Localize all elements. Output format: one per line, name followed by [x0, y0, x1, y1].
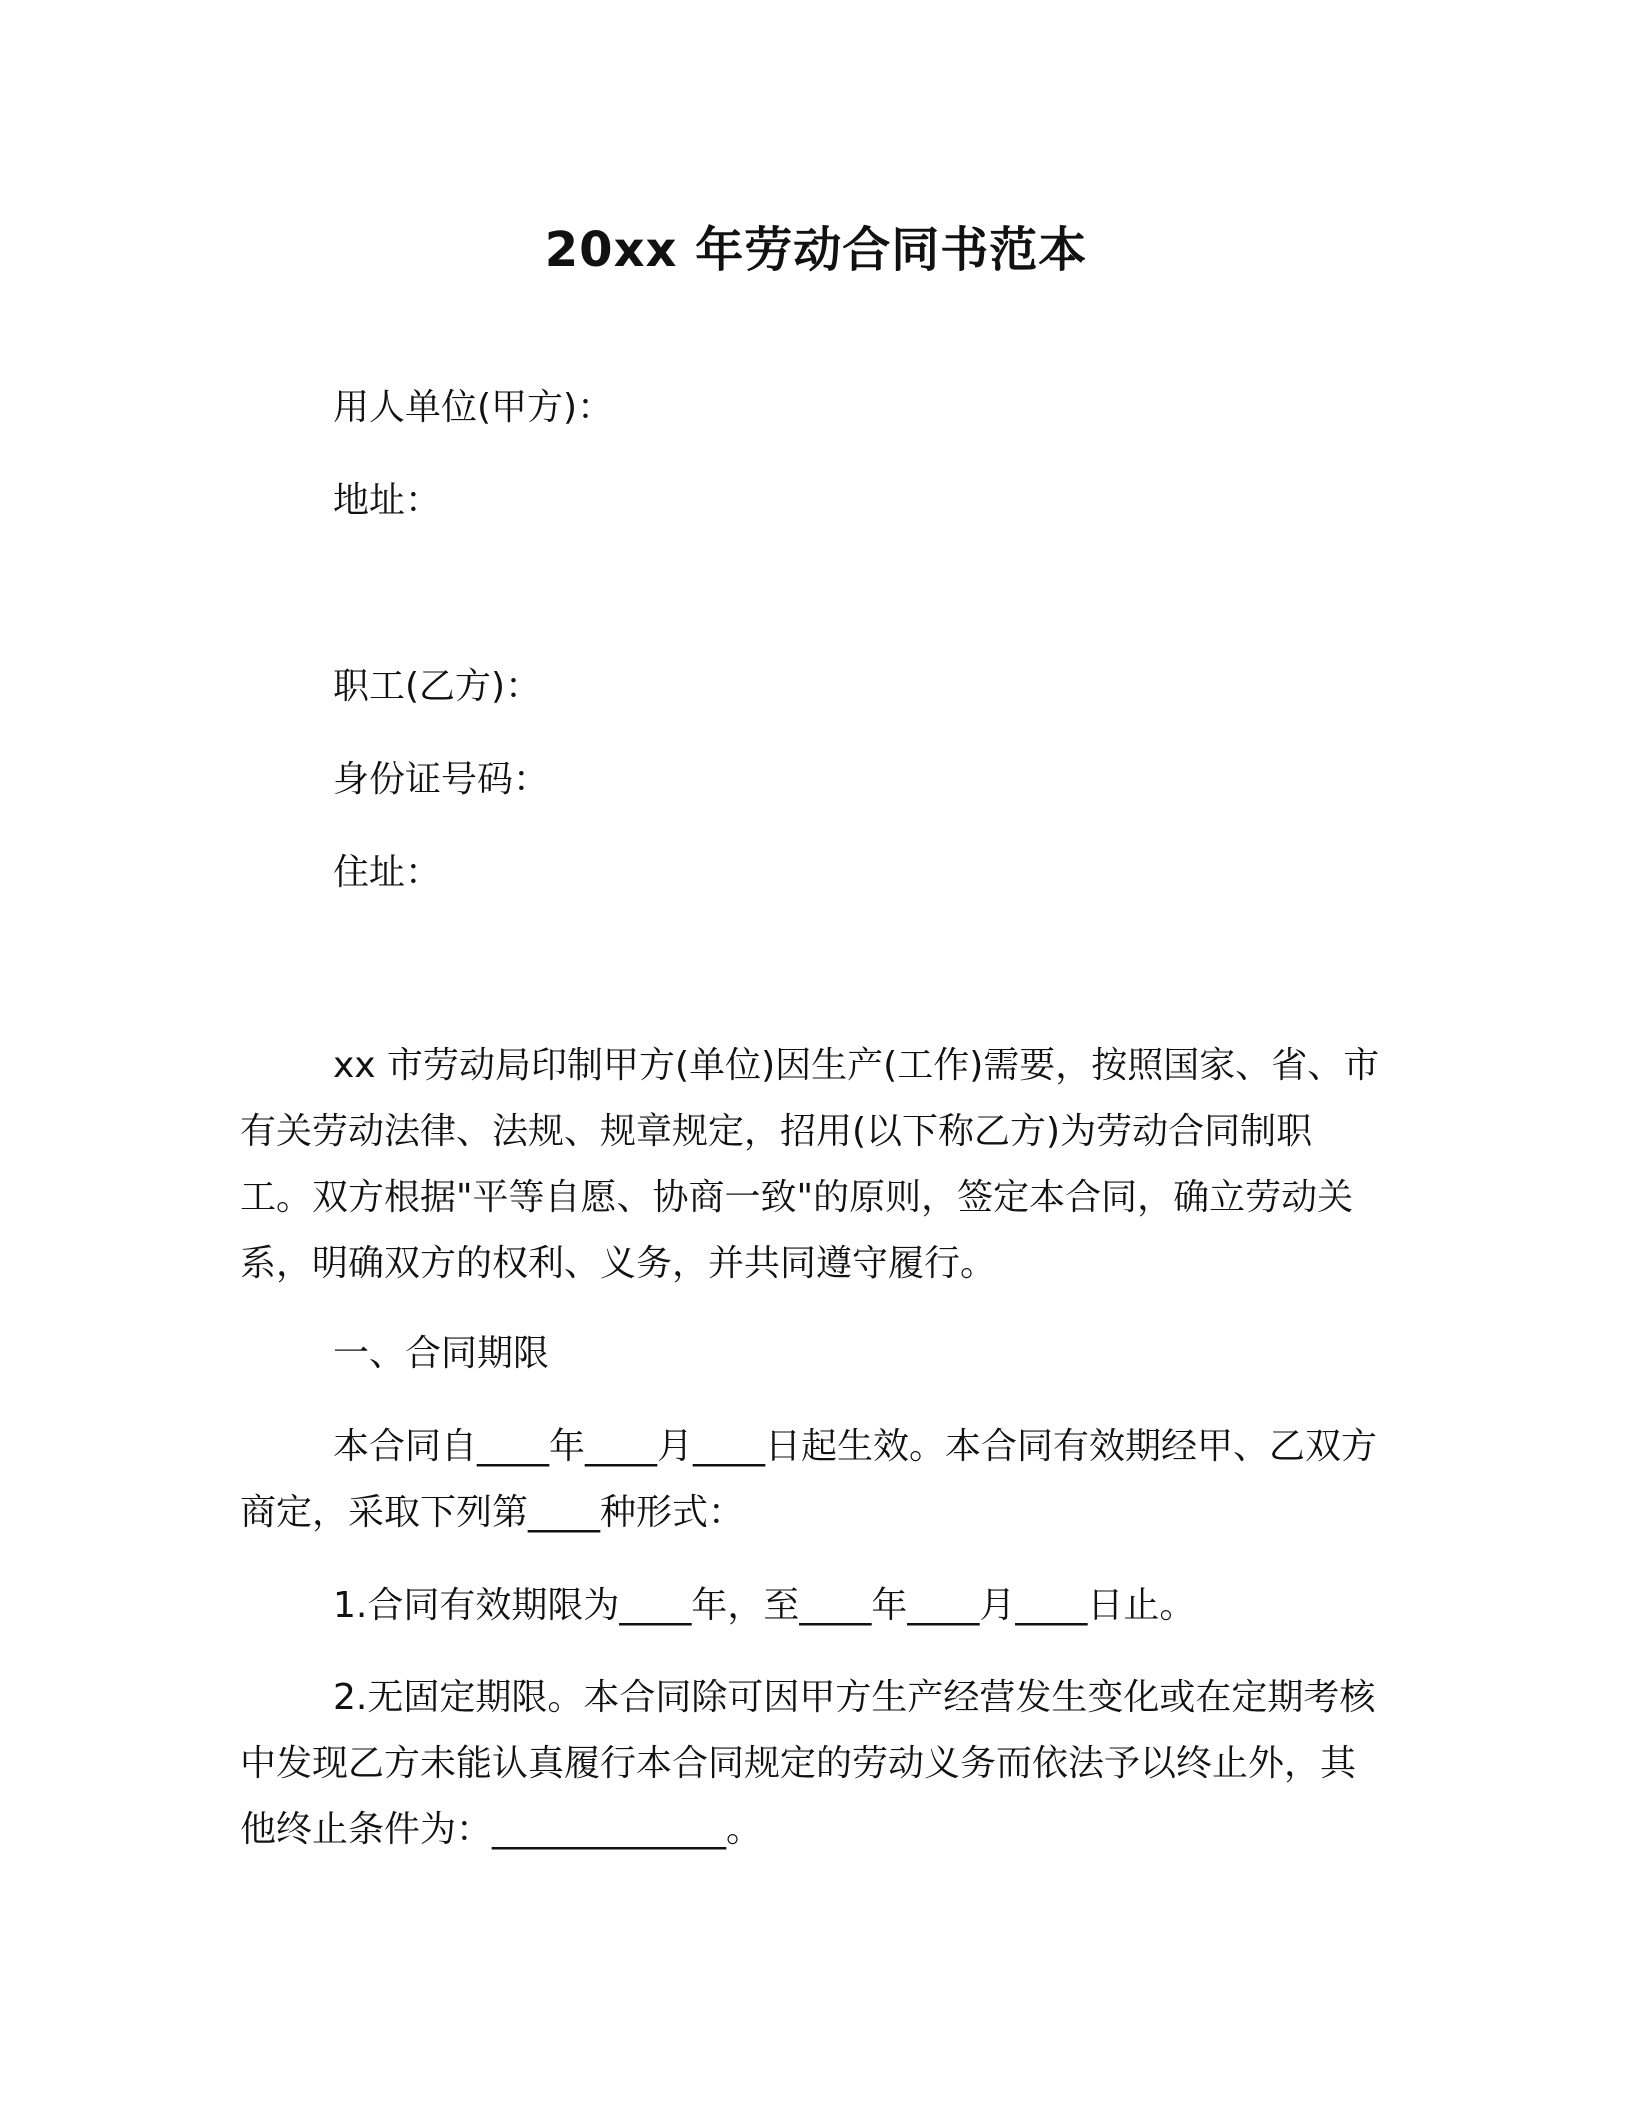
residence-field-label: 住址：: [333, 852, 442, 893]
employee-field-label: 职工(乙方)：: [333, 666, 542, 707]
employer-field-label: 用人单位(甲方)：: [333, 387, 614, 428]
address-field-label: 地址：: [333, 480, 442, 521]
term-paragraph: 本合同自____年____月____日起生效。本合同有效期经甲、乙双方商定，采取下列第____种形式：: [240, 1426, 1378, 1533]
document-title: 20xx 年劳动合同书范本: [544, 222, 1088, 278]
section-one-heading: 一、合同期限: [333, 1333, 550, 1374]
option-one-paragraph: 1.合同有效期限为____年，至____年____月____日止。: [333, 1585, 1196, 1626]
id-number-field-label: 身份证号码：: [333, 759, 550, 800]
option-two-paragraph: 2.无固定期限。本合同除可因甲方生产经营发生变化或在定期考核中发现乙方未能认真履行本合同规定的劳动义务而依法予以终止外，其他终止条件为：_____________。: [240, 1677, 1376, 1850]
intro-paragraph: xx 市劳动局印制甲方(单位)因生产(工作)需要，按照国家、省、市有关劳动法律、法规、规章规定，招用(以下称乙方)为劳动合同制职工。双方根据"平等自愿、协商一致"的原则，签定本合同，确立劳动关系，明确双方的权利、义务，并共同遵守履行。: [240, 1045, 1380, 1284]
